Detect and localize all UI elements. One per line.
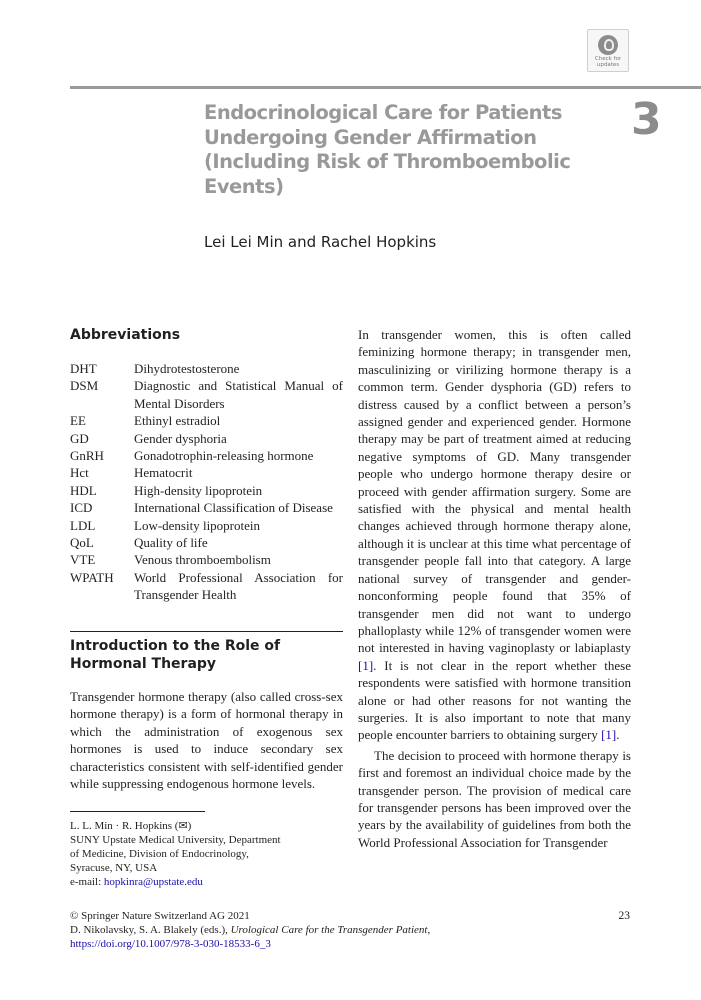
abbreviation-definition: World Professional Association for Transgender Health xyxy=(134,569,343,603)
abbreviation-definition: Ethinyl estradiol xyxy=(134,413,221,429)
abbreviations-list xyxy=(70,360,343,604)
footnote-authors: L. L. Min · R. Hopkins (✉) xyxy=(70,820,192,832)
intro-heading: Introduction to the Role of Hormonal Therapy xyxy=(70,638,281,672)
update-icon xyxy=(598,35,618,55)
abbreviation-term: WPATH xyxy=(70,569,114,585)
chapter-title: Endocrinological Care for Patients Undergoing Gender Affirmation (Including Risk of Thromboembolic Events) xyxy=(204,101,571,198)
abbreviation-row xyxy=(70,482,343,499)
badge-line-1: Check for xyxy=(594,56,622,62)
abbreviation-row xyxy=(70,551,343,568)
footnote-email-line xyxy=(70,875,343,889)
right-column xyxy=(358,326,631,851)
abbreviation-term: HDL xyxy=(70,482,97,498)
intro-paragraph: Transgender hormone therapy (also called cross-sex hormone therapy) is a form of hormonal therapy in which the administration of exogenous sex hormones is used to induce secondary sex characteristics consistent with self-identified gender while suppressing endogenous hormone levels. xyxy=(70,689,343,792)
abbreviation-definition: Venous thromboembolism xyxy=(134,552,271,568)
abbreviation-term: Hct xyxy=(70,465,89,481)
abbreviation-term: QoL xyxy=(70,535,94,551)
body-paragraph-2: The decision to proceed with hormone therapy is first and foremost an individual choice made by the transgender person. The provision of medical care for transgender persons has been improved over the years by the availability of guidelines from both the World Professional Association for Transgender xyxy=(358,747,631,850)
abbreviation-definition: High-density lipoprotein xyxy=(134,482,263,498)
abbreviation-row xyxy=(70,377,343,412)
header-rule xyxy=(70,86,701,89)
body-paragraph-1 xyxy=(358,326,631,744)
abbreviation-definition: Quality of life xyxy=(134,535,208,551)
abbreviation-term: GD xyxy=(70,430,89,446)
abbreviation-definition: Diagnostic and Statistical Manual of Mental Disorders xyxy=(134,378,343,411)
abbreviation-definition: International Classification of Disease xyxy=(134,500,333,516)
email-label: e-mail: xyxy=(70,876,104,888)
abbreviation-row xyxy=(70,534,343,551)
citation-line xyxy=(70,923,630,937)
body-paragraph-1-part-c: . xyxy=(616,727,620,743)
abbreviation-row xyxy=(70,517,343,534)
copyright-block xyxy=(70,909,630,951)
footnote-affiliation-3: Syracuse, NY, USA xyxy=(70,862,158,874)
check-for-updates-badge[interactable] xyxy=(587,29,629,72)
abbreviations-heading: Abbreviations xyxy=(70,327,181,343)
citation-link-2[interactable]: [1] xyxy=(601,727,617,743)
abbreviation-definition: Low-density lipoprotein xyxy=(134,517,261,533)
book-editors: D. Nikolavsky, S. A. Blakely (eds.), xyxy=(70,924,231,936)
copyright-line: © Springer Nature Switzerland AG 2021 xyxy=(70,910,250,922)
abbreviation-row xyxy=(70,360,343,377)
footnote-affiliation-2: of Medicine, Division of Endocrinology, xyxy=(70,848,249,860)
abbreviation-definition: Gonadotrophin-releasing hormone xyxy=(134,448,314,464)
abbreviation-row xyxy=(70,569,343,604)
footnote-affiliation-1: SUNY Upstate Medical University, Department xyxy=(70,834,281,846)
chapter-authors: Lei Lei Min and Rachel Hopkins xyxy=(204,233,437,251)
badge-line-2: updates xyxy=(596,62,620,68)
abbreviation-row xyxy=(70,499,343,516)
citation-suffix: , xyxy=(427,924,431,936)
abbreviation-term: ICD xyxy=(70,500,93,516)
abbreviation-term: GnRH xyxy=(70,448,104,464)
doi-line xyxy=(70,937,630,951)
abbreviation-definition: Dihydrotestosterone xyxy=(134,361,240,376)
email-link[interactable]: hopkinra@upstate.edu xyxy=(103,876,203,888)
chapter-number: 3 xyxy=(631,94,662,145)
abbreviation-row xyxy=(70,464,343,481)
abbreviation-term: DHT xyxy=(70,361,97,376)
author-footnote xyxy=(70,819,343,889)
abbreviation-term: VTE xyxy=(70,552,96,568)
page-number: 23 xyxy=(618,910,630,922)
book-title: Urological Care for the Transgender Patient xyxy=(230,924,428,936)
abbreviation-term: LDL xyxy=(70,517,96,533)
abbreviation-row xyxy=(70,447,343,464)
abbreviation-definition: Gender dysphoria xyxy=(134,430,227,446)
section-divider xyxy=(70,631,343,632)
citation-link-1[interactable]: [1] xyxy=(358,657,374,673)
abbreviation-term: DSM xyxy=(70,378,99,394)
doi-link[interactable]: https://doi.org/10.1007/978-3-030-18533-6_3 xyxy=(70,938,271,950)
abbreviation-row xyxy=(70,430,343,447)
body-paragraph-1-part-b: . It is not clear in the report whether these respondents were satisfied with hormone transition alone or had other reasons for not wanting the surgeries. It is also important to note that many people encounter barriers to obtaining surgery xyxy=(358,657,631,743)
body-paragraph-1-part-a: In transgender women, this is often called feminizing hormone therapy; in transgender men, masculinizing or virilizing hormone therapy is a common term. Gender dysphoria (GD) refers to distress caused by a conflict between a person’s assigned gender and experienced gender. Hormone therapy may be part of treatment aimed at reducing negative symptoms of GD. Many transgender people who undergo hormone therapy desire or proceed with gender affirmation surgery. Some are satisfied with the physical and mental health changes achieved through hormone therapy alone, although it is unclear at this time what percentage of transgender people fall into that category. A large national survey of transgender and gender-nonconforming people found that 35% of transgender men did not want to undergo phalloplasty while 12% of transgender women were not interested in having vaginoplasty or labiaplasty xyxy=(358,327,631,656)
abbreviation-row xyxy=(70,412,343,429)
abbreviation-term: EE xyxy=(70,413,86,429)
footnote-rule xyxy=(70,811,205,812)
abbreviation-definition: Hematocrit xyxy=(134,465,193,481)
